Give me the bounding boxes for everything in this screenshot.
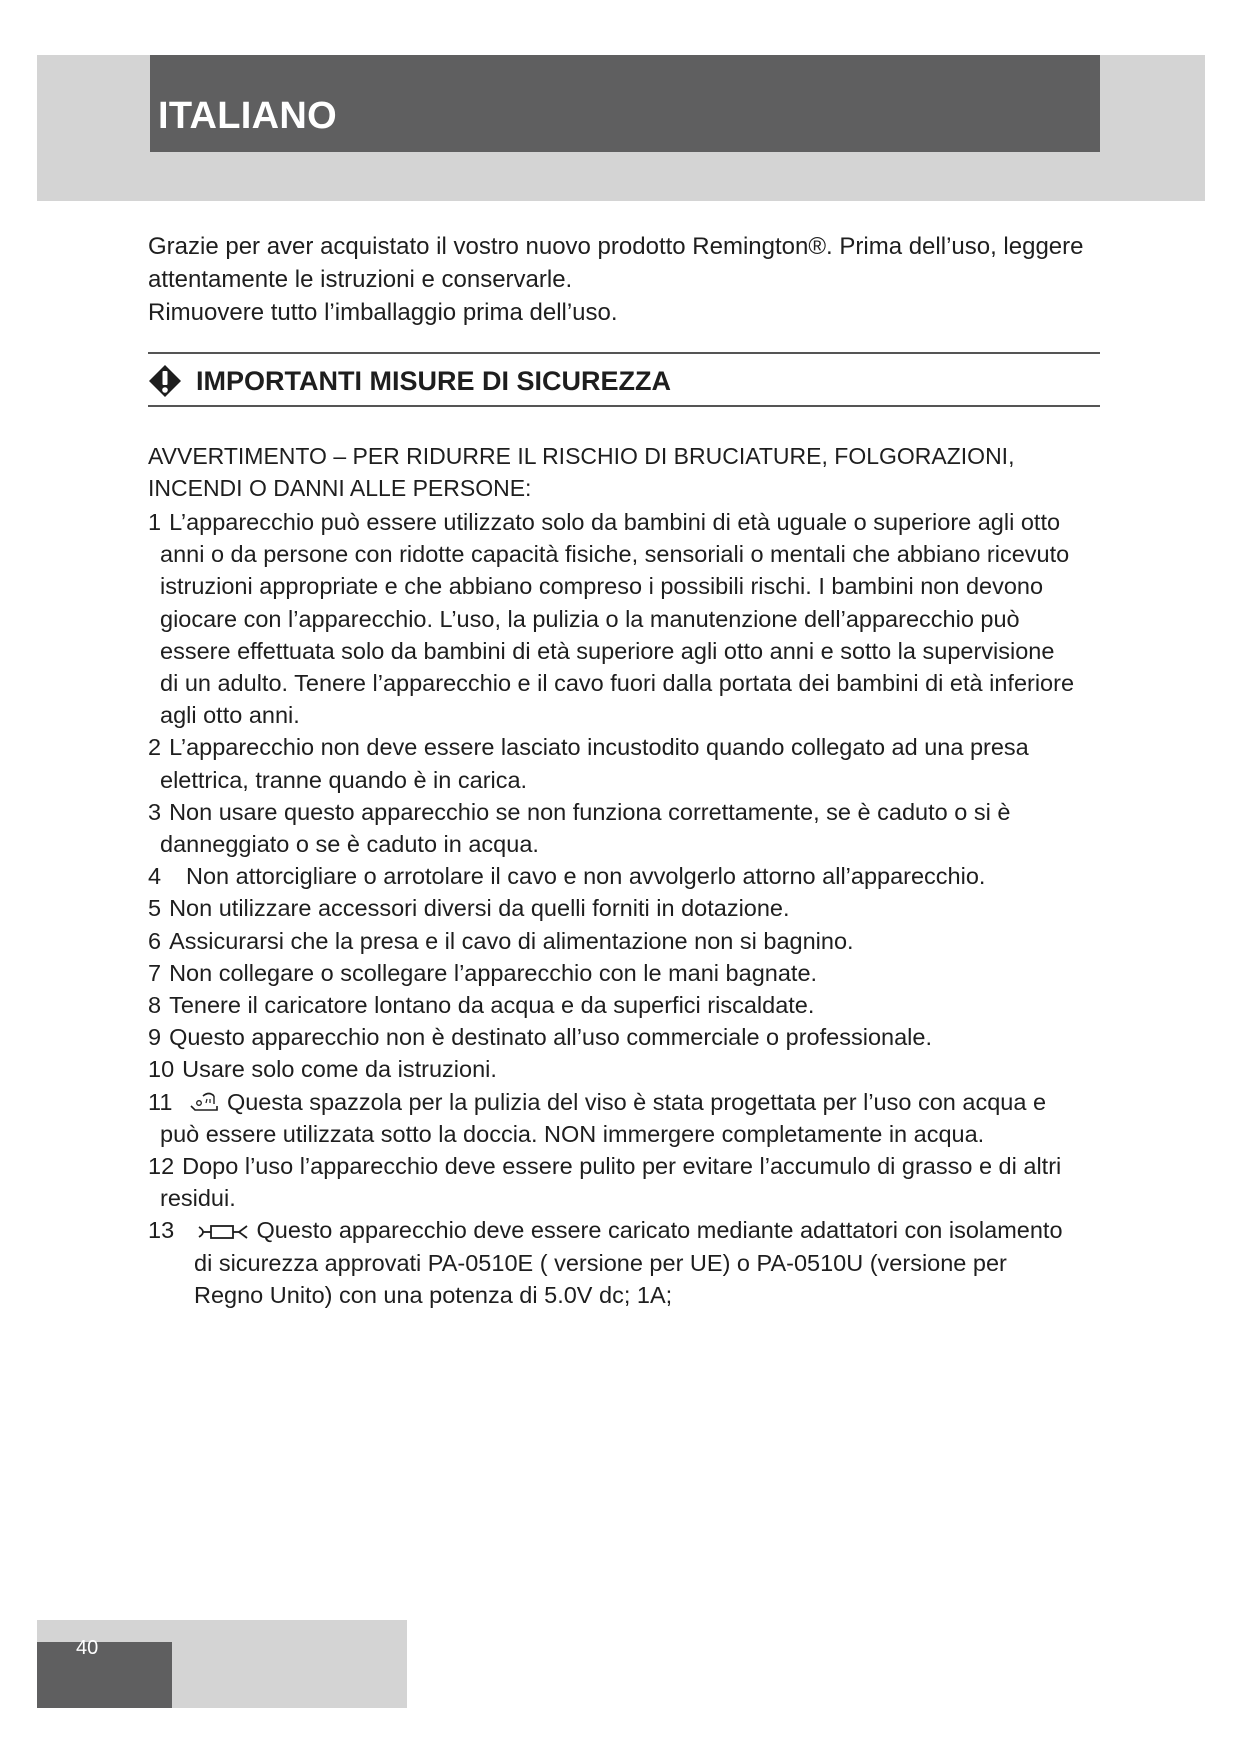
item-number: 6 [148, 927, 162, 954]
list-item [148, 892, 1078, 924]
divider [148, 352, 1100, 354]
divider [148, 405, 1100, 407]
item-text: Tenere il caricatore lontano da acqua e da superfici riscaldate. [169, 992, 815, 1019]
list-item [148, 989, 1078, 1021]
item-number: 11 [148, 1088, 173, 1115]
page-number: 40 [76, 1637, 99, 1659]
item-number: 3 [148, 798, 162, 825]
item-text: L’apparecchio può essere utilizzato solo da bambini di età uguale o superiore agli otto anni o da persone con ridotte capacità fisiche, sensoriali o mentali che abbiano ricevuto istruzioni appropriate e che abbiano compreso i possibili rischi. I bambini non devono giocare con l’apparecchio. L’uso, la pulizia o la manutenzione dell’apparecchio può essere effettuata solo da bambini di età superiore agli otto anni e sotto la supervisione di un adulto. Tenere l’apparecchio e il cavo fuori dalla portata dei bambini di età inferiore agli otto anni. [160, 509, 1075, 729]
page-title: ITALIANO [158, 95, 338, 137]
intro-paragraph: Grazie per aver acquistato il vostro nuovo prodotto Remington®. Prima dell’uso, leggere attentamente le istruzioni e conservarle. [148, 233, 1084, 293]
item-text: Usare solo come da istruzioni. [182, 1056, 497, 1083]
section-title: IMPORTANTI MISURE DI SICUREZZA [196, 365, 671, 396]
list-item [148, 1053, 1078, 1085]
item-number: 4 [148, 863, 162, 890]
item-number: 10 [148, 1056, 175, 1083]
item-text: Questo apparecchio non è destinato all’uso commerciale o professionale. [169, 1024, 932, 1051]
shower-icon [187, 1090, 221, 1114]
item-number: 13 [148, 1217, 175, 1244]
section-heading [148, 362, 671, 400]
item-number: 7 [148, 959, 162, 986]
list-item [148, 925, 1078, 957]
item-text: Questa spazzola per la pulizia del viso è stata progettata per l’uso con acqua e può essere utilizzata sotto la doccia. NON immergere completamente in acqua. [160, 1088, 1047, 1147]
intro-paragraph: Rimuovere tutto l’imballaggio prima dell’uso. [148, 299, 618, 326]
item-text: Non utilizzare accessori diversi da quelli forniti in dotazione. [169, 895, 790, 922]
item-number: 5 [148, 895, 162, 922]
item-text: Non attorcigliare o arrotolare il cavo e non avvolgerlo attorno all’apparecchio. [186, 863, 986, 890]
warning-diamond-icon [148, 364, 182, 398]
item-text: Dopo l’uso l’apparecchio deve essere pulito per evitare l’accumulo di grasso e di altri residui. [160, 1153, 1062, 1212]
item-number: 2 [148, 734, 162, 761]
list-item [148, 796, 1078, 860]
item-number: 8 [148, 992, 162, 1019]
item-text: Assicurarsi che la presa e il cavo di alimentazione non si bagnino. [169, 927, 854, 954]
item-text: Non collegare o scollegare l’apparecchio con le mani bagnate. [169, 959, 818, 986]
footer-box [37, 1642, 172, 1708]
list-item [148, 1150, 1078, 1214]
list-item [148, 1214, 1078, 1311]
list-item [148, 1086, 1078, 1150]
item-text: Non usare questo apparecchio se non funziona correttamente, se è caduto o si è danneggiato o se è caduto in acqua. [160, 798, 1011, 858]
item-text: L’apparecchio non deve essere lasciato incustodito quando collegato ad una presa elettrica, tranne quando è in carica. [160, 734, 1029, 793]
item-number: 1 [148, 509, 162, 535]
item-number: 12 [148, 1153, 175, 1180]
item-number: 9 [148, 1024, 162, 1051]
item-text: Questo apparecchio deve essere caricato mediante adattatori con isolamento di sicurezza approvati PA-0510E ( versione per UE) o PA-0510U (versione per Regno Unito) con una potenza di 5.0V dc; 1A; [194, 1217, 1063, 1308]
list-item [148, 957, 1078, 989]
warning-text: AVVERTIMENTO – PER RIDURRE IL RISCHIO DI BRUCIATURE, FOLGORAZIONI, INCENDI O DANNI ALLE PERSONE: [148, 443, 1015, 501]
list-item [148, 731, 1078, 795]
list-item [148, 860, 1078, 892]
intro [148, 230, 1088, 329]
safety-list [148, 506, 1078, 1311]
list-item [148, 1021, 1078, 1053]
list-item [148, 506, 1078, 731]
safety-isolating-transformer-icon [193, 1222, 251, 1242]
